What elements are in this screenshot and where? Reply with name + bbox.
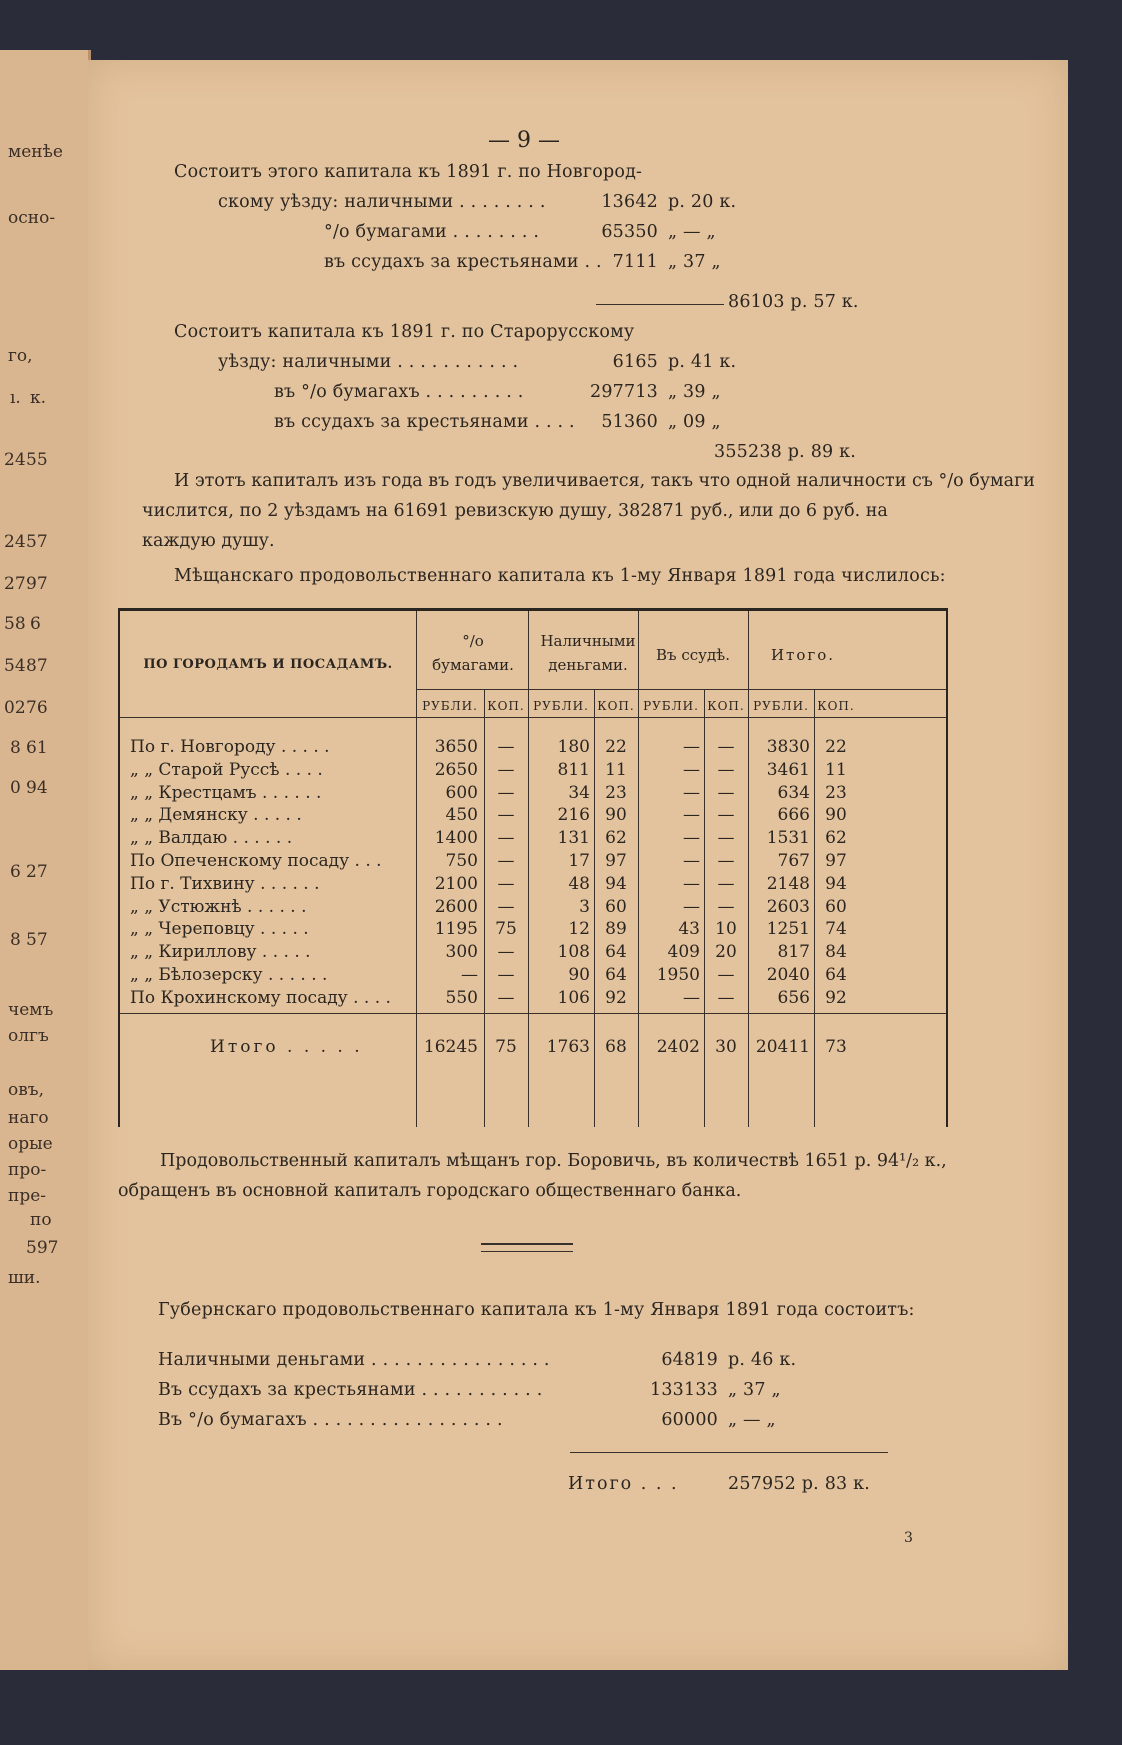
- table-row-place: По г. Новгороду . . . . .: [130, 737, 330, 757]
- table-cell: —: [497, 805, 515, 826]
- left-page-fragment: 597: [26, 1238, 59, 1258]
- table-cell: 94: [605, 873, 627, 894]
- left-page-edge: [0, 50, 91, 1670]
- left-page-fragment: 8: [10, 930, 21, 950]
- table-cell: 3650: [434, 737, 478, 757]
- table-cell: 106: [557, 987, 590, 1008]
- novgorod-loans-label: въ ссудахъ за крестьянами . .: [324, 252, 602, 272]
- table-cell: 634: [777, 782, 810, 803]
- total-cell: 1763: [546, 1037, 590, 1057]
- header-place: ПО ГОРОДАМЪ И ПОСАДАМЪ.: [143, 657, 393, 672]
- table-cell: 131: [557, 828, 590, 849]
- table-cell: —: [497, 737, 515, 757]
- gubernia-sum-rule: [570, 1452, 888, 1453]
- sub-kop: КОП.: [707, 699, 745, 713]
- table-cell: 2148: [766, 873, 810, 894]
- table-cell: 20: [715, 942, 737, 963]
- table-cell: —: [683, 828, 700, 849]
- table-cell: 23: [825, 782, 847, 803]
- signature-mark: 3: [904, 1530, 913, 1546]
- table-cell: —: [683, 873, 700, 894]
- gubernia-cash-unit: р. 46 к.: [728, 1350, 797, 1370]
- gubernia-title: Губернскаго продовольственнаго капитала къ 1-му Января 1891 года состоитъ:: [158, 1300, 915, 1320]
- gubernia-cash-amount: 64819: [661, 1350, 718, 1370]
- table-cell: —: [717, 851, 735, 871]
- left-page-fragment: ı.: [10, 388, 21, 408]
- table-cell: 97: [605, 851, 627, 871]
- sub-kop: КОП.: [487, 699, 525, 713]
- novgorod-intro-line1: Состоитъ этого капитала къ 1891 г. по Новгород-: [174, 162, 643, 182]
- section-ornament: [481, 1243, 573, 1252]
- table-cell: 2040: [766, 965, 810, 985]
- table-cell: 3461: [766, 759, 810, 780]
- table-cell: 60: [605, 896, 627, 917]
- novgorod-sum-rule: [596, 304, 724, 305]
- table-cell: 1195: [434, 919, 478, 940]
- left-page-fragment: наго: [8, 1108, 49, 1128]
- table-cell: 92: [825, 987, 847, 1008]
- table-cell: —: [717, 782, 735, 803]
- table-cell: —: [717, 896, 735, 917]
- left-page-fragment: 97: [26, 574, 48, 594]
- starorussky-total: 355238 р. 89 к.: [714, 442, 857, 462]
- table-row-place: „ „ Валдаю . . . . . .: [130, 828, 293, 849]
- table-cell: 60: [825, 896, 847, 917]
- table-cell: —: [717, 737, 735, 757]
- table-cell: 22: [605, 737, 627, 757]
- table-cell: 22: [825, 737, 847, 757]
- table-cell: 666: [777, 805, 810, 826]
- left-page-fragment: 61: [26, 738, 48, 758]
- table-row-place: „ „ Старой Руссѣ . . . .: [130, 759, 323, 780]
- table-cell: —: [497, 782, 515, 803]
- header-bottom-rule: [120, 717, 946, 718]
- sub-rub: РУБЛИ.: [753, 699, 809, 713]
- table-row-place: „ „ Демянску . . . . .: [130, 805, 302, 826]
- starorussky-cash-amount: 6165: [612, 352, 658, 372]
- left-page-fragment: 94: [26, 778, 48, 798]
- table-cell: 2603: [766, 896, 810, 917]
- starorussky-loans-unit: „ 09 „: [668, 412, 721, 432]
- table-cell: 34: [568, 782, 590, 803]
- left-page-fragment: олгъ: [8, 1026, 49, 1046]
- page: [88, 60, 1068, 1670]
- page-number: — 9 —: [488, 128, 560, 153]
- table-cell: 811: [557, 759, 590, 780]
- table-cell: 84: [825, 942, 847, 963]
- gubernia-total-label: Итого . . .: [568, 1474, 679, 1494]
- table-cell: 1251: [766, 919, 810, 940]
- novgorod-loans-unit: „ 37 „: [668, 252, 721, 272]
- table-cell: 180: [557, 737, 590, 757]
- left-page-fragment: чемъ: [8, 1000, 54, 1020]
- table-cell: 10: [715, 919, 737, 940]
- table-cell: 450: [445, 805, 478, 826]
- sub-rub: РУБЛИ.: [422, 699, 478, 713]
- left-page-fragment: 57: [26, 532, 48, 552]
- borovichi-line-2: обращенъ въ основной капиталъ городскаго общественнаго банка.: [118, 1181, 742, 1201]
- table-cell: 12: [568, 919, 590, 940]
- table-row-place: По Крохинскому посаду . . . .: [130, 987, 391, 1008]
- table-cell: —: [683, 805, 700, 826]
- header-sub-rule: [416, 689, 946, 690]
- table-cell: 90: [825, 805, 847, 826]
- table-cell: —: [497, 851, 515, 871]
- starorussky-papers-amount: 297713: [589, 382, 658, 402]
- table-cell: 64: [825, 965, 847, 985]
- left-page-fragment: 24: [4, 450, 26, 470]
- sub-kop: КОП.: [817, 699, 855, 713]
- left-page-fragment: 87: [26, 656, 48, 676]
- table-cell: 74: [825, 919, 847, 940]
- novgorod-loans-amount: 7111: [612, 252, 658, 272]
- novgorod-total: 86103 р. 57 к.: [728, 292, 859, 312]
- table-cell: —: [683, 759, 700, 780]
- left-page-fragment: 02: [4, 698, 26, 718]
- table-row-place: По Опеченскому посаду . . .: [130, 851, 382, 871]
- growth-line-1: И этотъ капиталъ изъ года въ годъ увеличивается, такъ что одной наличности съ °/o бумаги: [174, 471, 1035, 491]
- left-page-fragment: 57: [26, 930, 48, 950]
- left-page-fragment: 27: [26, 862, 48, 882]
- table-cell: 97: [825, 851, 847, 871]
- starorussky-papers-unit: „ 39 „: [668, 382, 721, 402]
- table-cell: 64: [605, 965, 627, 985]
- table-cell: 656: [777, 987, 810, 1008]
- header-cash: Наличными деньгами.: [540, 632, 636, 674]
- table-cell: —: [683, 987, 700, 1008]
- growth-line-2: числится, по 2 уѣздамъ на 61691 ревизскую душу, 382871 руб., или до 6 руб. на: [142, 501, 888, 521]
- table-cell: 90: [605, 805, 627, 826]
- table-cell: —: [683, 896, 700, 917]
- total-cell: 2402: [656, 1037, 700, 1057]
- table-cell: 17: [568, 851, 590, 871]
- left-page-fragment: го,: [8, 346, 33, 366]
- table-cell: 75: [495, 919, 517, 940]
- sub-kop: КОП.: [597, 699, 635, 713]
- header-total: Итого.: [770, 646, 836, 664]
- header-loan: Въ ссудѣ.: [655, 646, 730, 664]
- starorussky-papers-label: въ °/o бумагахъ . . . . . . . . .: [274, 382, 524, 402]
- table-cell: 11: [605, 759, 627, 780]
- table-row-place: „ „ Бѣлозерску . . . . . .: [130, 965, 328, 985]
- table-cell: —: [717, 987, 735, 1008]
- table-cell: —: [497, 896, 515, 917]
- left-page-fragment: 24: [4, 532, 26, 552]
- table-cell: 1531: [766, 828, 810, 849]
- table-cell: 3830: [766, 737, 810, 757]
- table-cell: —: [717, 759, 735, 780]
- total-cell: 16245: [423, 1037, 478, 1057]
- table-row-place: „ „ Устюжнѣ . . . . . .: [130, 896, 307, 917]
- left-page-fragment: менѣе: [8, 142, 63, 162]
- table-cell: 2600: [434, 896, 478, 917]
- novgorod-papers-amount: 65350: [601, 222, 658, 242]
- table-cell: —: [717, 873, 735, 894]
- borovichi-line-1: Продовольственный капиталъ мѣщанъ гор. Боровичь, въ количествѣ 1651 р. 94¹/₂ к.,: [160, 1151, 947, 1171]
- left-page-fragment: орые: [8, 1134, 53, 1154]
- novgorod-intro-line2: скому уѣзду: наличными . . . . . . . .: [218, 192, 546, 212]
- table-cell: —: [717, 828, 735, 849]
- table-cell: 1950: [656, 965, 700, 985]
- starorussky-cash-unit: р. 41 к.: [668, 352, 737, 372]
- starorussky-cash-label: уѣзду: наличными . . . . . . . . . . .: [218, 352, 519, 372]
- table-row-place: По г. Тихвину . . . . . .: [130, 873, 320, 894]
- left-page-fragment: 27: [4, 574, 26, 594]
- left-page-fragment: овъ,: [8, 1080, 45, 1100]
- table-row-place: „ „ Череповцу . . . . .: [130, 919, 309, 940]
- table-cell: —: [683, 851, 700, 871]
- gubernia-papers-label: Въ °/o бумагахъ . . . . . . . . . . . . . . . . .: [158, 1410, 503, 1430]
- total-cell: 68: [605, 1037, 627, 1057]
- left-page-fragment: 6: [30, 614, 41, 634]
- table-cell: 62: [605, 828, 627, 849]
- total-cell: 75: [495, 1037, 517, 1057]
- table-cell: 64: [605, 942, 627, 963]
- table-cell: 750: [445, 851, 478, 871]
- gubernia-total: 257952 р. 83 к.: [728, 1474, 871, 1494]
- table-cell: 23: [605, 782, 627, 803]
- table-cell: 2650: [434, 759, 478, 780]
- meshchane-table: [118, 608, 948, 1127]
- table-cell: —: [497, 965, 515, 985]
- table-cell: 43: [678, 919, 700, 940]
- novgorod-cash-amount: 13642: [601, 192, 658, 212]
- total-cell: 20411: [755, 1037, 810, 1057]
- gubernia-loans-unit: „ 37 „: [728, 1380, 781, 1400]
- left-page-fragment: 58: [4, 614, 26, 634]
- novgorod-papers-unit: „ — „: [668, 222, 716, 242]
- total-rule: [120, 1013, 946, 1014]
- table-cell: 48: [568, 873, 590, 894]
- table-cell: 108: [557, 942, 590, 963]
- left-page-fragment: 8: [10, 738, 21, 758]
- novgorod-cash-unit: р. 20 к.: [668, 192, 737, 212]
- table-cell: 550: [445, 987, 478, 1008]
- table-cell: 11: [825, 759, 847, 780]
- table-cell: —: [497, 759, 515, 780]
- table-cell: 90: [568, 965, 590, 985]
- table-cell: —: [683, 737, 700, 757]
- table-cell: —: [683, 782, 700, 803]
- table-cell: 409: [667, 942, 700, 963]
- table-cell: —: [461, 965, 478, 985]
- total-row-label: Итого . . . . .: [210, 1037, 363, 1057]
- table-cell: 600: [445, 782, 478, 803]
- table-cell: 216: [557, 805, 590, 826]
- starorussky-intro: Состоитъ капитала къ 1891 г. по Старорусскому: [174, 322, 635, 342]
- table-cell: —: [497, 987, 515, 1008]
- table-cell: —: [497, 942, 515, 963]
- sub-rub: РУБЛИ.: [533, 699, 589, 713]
- left-page-fragment: по: [30, 1210, 52, 1230]
- table-cell: 3: [579, 896, 590, 917]
- gubernia-loans-label: Въ ссудахъ за крестьянами . . . . . . . . . . .: [158, 1380, 543, 1400]
- header-papers: °/o бумагами.: [432, 632, 514, 674]
- table-row-place: „ „ Кириллову . . . . .: [130, 942, 311, 963]
- left-page-fragment: осно-: [8, 208, 56, 228]
- table-caption: Мѣщанскаго продовольственнаго капитала къ 1-му Января 1891 года числилось:: [174, 566, 946, 586]
- gubernia-papers-unit: „ — „: [728, 1410, 776, 1430]
- gubernia-cash-label: Наличными деньгами . . . . . . . . . . . . . . . .: [158, 1350, 550, 1370]
- table-cell: 817: [777, 942, 810, 963]
- starorussky-loans-amount: 51360: [601, 412, 658, 432]
- borovichi-note: [118, 1146, 947, 1206]
- total-cell: 30: [715, 1037, 737, 1057]
- left-page-fragment: 0: [10, 778, 21, 798]
- left-page-fragment: 76: [26, 698, 48, 718]
- table-cell: —: [497, 828, 515, 849]
- table-cell: 62: [825, 828, 847, 849]
- starorussky-loans-label: въ ссудахъ за крестьянами . . . .: [274, 412, 575, 432]
- table-cell: 92: [605, 987, 627, 1008]
- growth-line-3: каждую душу.: [142, 531, 275, 551]
- left-page-fragment: про-: [8, 1160, 47, 1180]
- table-cell: —: [497, 873, 515, 894]
- table-cell: 94: [825, 873, 847, 894]
- left-page-fragment: к.: [30, 388, 47, 408]
- growth-paragraph: [142, 466, 1035, 556]
- sub-rub: РУБЛИ.: [643, 699, 699, 713]
- table-cell: 767: [777, 851, 810, 871]
- table-row-place: „ „ Крестцамъ . . . . . .: [130, 782, 322, 803]
- novgorod-papers-label: °/o бумагами . . . . . . . .: [324, 222, 540, 242]
- left-page-fragment: 6: [10, 862, 21, 882]
- left-page-fragment: пре-: [8, 1186, 47, 1206]
- gubernia-papers-amount: 60000: [661, 1410, 718, 1430]
- gubernia-loans-amount: 133133: [649, 1380, 718, 1400]
- table-cell: 89: [605, 919, 627, 940]
- table-cell: 2100: [434, 873, 478, 894]
- total-cell: 73: [825, 1037, 847, 1057]
- left-page-fragment: 54: [4, 656, 26, 676]
- table-cell: 1400: [434, 828, 478, 849]
- table-cell: 300: [445, 942, 478, 963]
- table-cell: —: [717, 965, 735, 985]
- left-page-fragment: 55: [26, 450, 48, 470]
- table-cell: —: [717, 805, 735, 826]
- left-page-fragment: ши.: [8, 1268, 41, 1288]
